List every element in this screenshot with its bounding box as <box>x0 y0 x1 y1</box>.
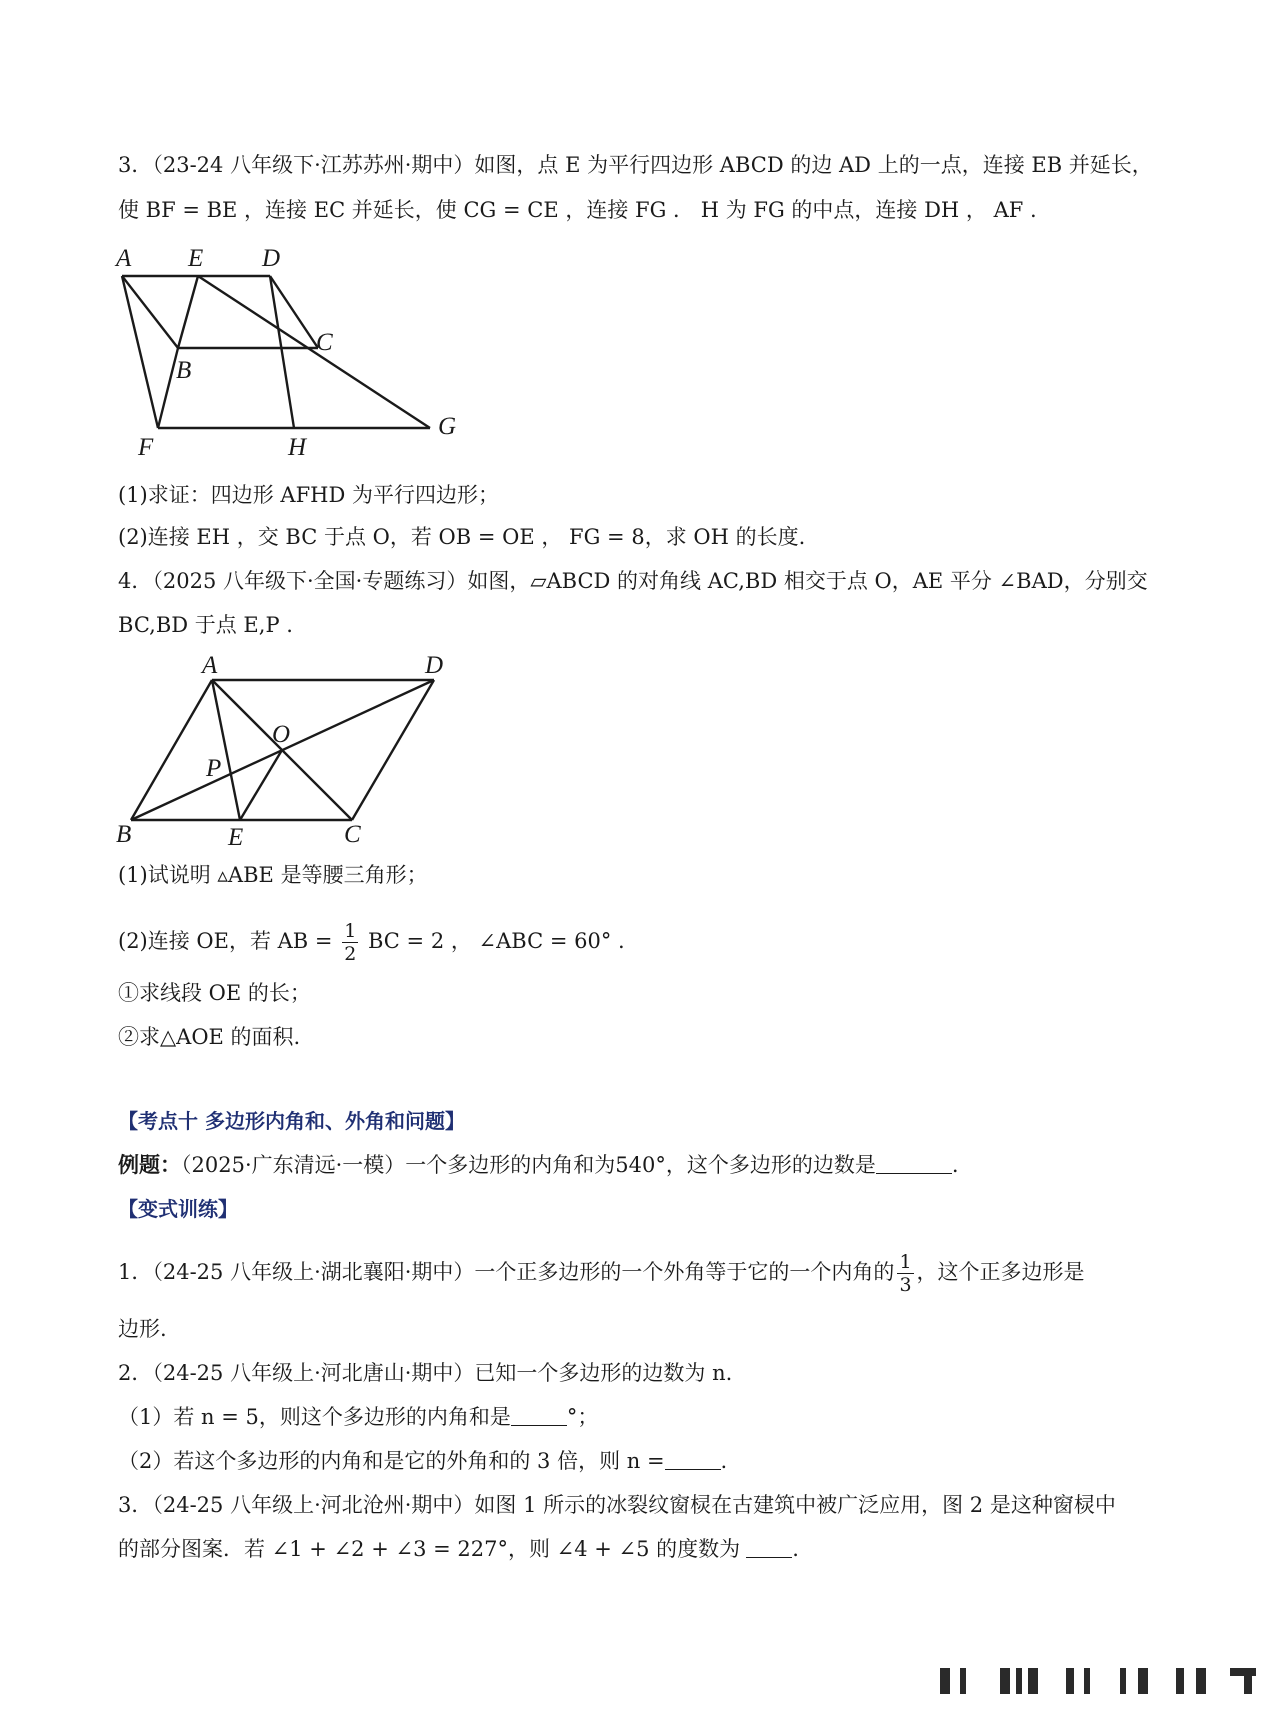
q3-label-b: B <box>176 357 192 384</box>
v3-line2-line <box>118 1534 799 1564</box>
q3-figure <box>105 240 475 465</box>
example-label: 例题： <box>118 1153 181 1177</box>
v2-part1: （1）若 n = 5，则这个多边形的内角和是 <box>118 1405 511 1429</box>
v1-text: 1．（24-25 八年级上·湖北襄阳·期中）一个正多边形的一个外角等于它的一个内角的 <box>118 1260 895 1284</box>
q3-stem-line1: 3．（23-24 八年级下·江苏苏州·期中）如图，点 E 为平行四边形 ABCD 的边 AD 上的一点，连接 EB 并延长， <box>118 153 1153 177</box>
q3-label-a: A <box>116 245 132 272</box>
q4-sub2: ②求△AOE 的面积. <box>118 1025 301 1049</box>
example-text: （2025·广东清远·一模）一个多边形的内角和为540°，这个多边形的边数是 <box>181 1153 876 1177</box>
q3-label-c: C <box>316 329 333 356</box>
variant-heading: 【变式训练】 <box>118 1197 238 1221</box>
section-heading: 【考点十 多边形内角和、外角和问题】 <box>118 1109 465 1133</box>
v1-text-end: ，这个正多边形是 <box>916 1260 1085 1284</box>
q4-label-e: E <box>228 824 244 851</box>
q3-part2: (2)连接 EH ，交 BC 于点 O，若 OB = OE ， FG = 8，求 OH 的长度. <box>118 525 806 549</box>
q4-part2-frac-den: 2 <box>344 943 357 965</box>
v1-frac-den: 3 <box>899 1274 912 1296</box>
example-answer-blank[interactable] <box>876 1153 952 1174</box>
q4-part2-frac-num: 1 <box>344 920 357 942</box>
v2-part1-line <box>118 1402 598 1432</box>
q4-figure <box>105 650 465 855</box>
example-line <box>118 1150 959 1180</box>
q4-label-a: A <box>202 652 218 679</box>
v1-line2: 边形. <box>118 1317 167 1341</box>
q3-label-h: H <box>288 434 307 461</box>
q3-label-e: E <box>188 245 204 272</box>
q4-sub1: ①求线段 OE 的长； <box>118 981 311 1005</box>
q3-label-f: F <box>138 434 154 461</box>
v2-part2-blank[interactable] <box>665 1449 721 1470</box>
q4-part2 <box>118 916 625 966</box>
q4-part2-fraction <box>342 920 358 965</box>
q3-label-d: D <box>262 245 281 272</box>
example-end: . <box>951 1153 959 1177</box>
v2-part1-end: °； <box>566 1405 599 1429</box>
v2-part2: （2）若这个多边形的内角和是它的外角和的 3 倍，则 n = <box>118 1449 665 1473</box>
v3-line2: 的部分图案．若 ∠1 + ∠2 + ∠3 = 227°，则 ∠4 + ∠5 的度数为 <box>118 1537 741 1561</box>
v1-line1 <box>118 1246 1085 1298</box>
v3-line1: 3．（24-25 八年级上·河北沧州·期中）如图 1 所示的冰裂纹窗棂在古建筑中被广泛应用，图 2 是这种窗棂中 <box>118 1493 1116 1517</box>
v2-part2-end: . <box>720 1449 728 1473</box>
q4-label-p: P <box>206 755 222 782</box>
v3-answer-blank[interactable] <box>746 1537 792 1558</box>
q4-label-o: O <box>272 721 291 748</box>
v2-line1: 2．（24-25 八年级上·河北唐山·期中）已知一个多边形的边数为 n. <box>118 1361 733 1385</box>
v2-part1-blank[interactable] <box>511 1405 567 1426</box>
q4-part2-prefix: (2)连接 OE，若 AB = <box>118 929 333 953</box>
q4-label-d: D <box>425 652 444 679</box>
v2-part2-line <box>118 1446 727 1476</box>
q4-stem-line1: 4．（2025 八年级下·全国·专题练习）如图，▱ABCD 的对角线 AC,BD 相交于点 O，AE 平分 ∠BAD，分别交 <box>118 569 1148 593</box>
q3-stem-line2: 使 BF = BE ，连接 EC 并延长，使 CG = CE ，连接 FG ． H 为 FG 的中点，连接 DH ， AF . <box>118 198 1037 222</box>
v3-line2-end: . <box>792 1537 799 1561</box>
v1-frac-num: 1 <box>899 1251 912 1273</box>
q4-label-c: C <box>344 821 361 848</box>
v1-fraction <box>897 1251 913 1296</box>
q4-label-b: B <box>116 821 132 848</box>
q4-stem-line2: BC,BD 于点 E,P . <box>118 613 293 637</box>
q3-label-g: G <box>438 413 457 440</box>
q3-part1: (1)求证：四边形 AFHD 为平行四边形； <box>118 483 499 507</box>
q4-part2-suffix: BC = 2 ， ∠ABC = 60° . <box>367 929 625 953</box>
q4-part1: (1)试说明 ▵ABE 是等腰三角形； <box>118 863 428 887</box>
